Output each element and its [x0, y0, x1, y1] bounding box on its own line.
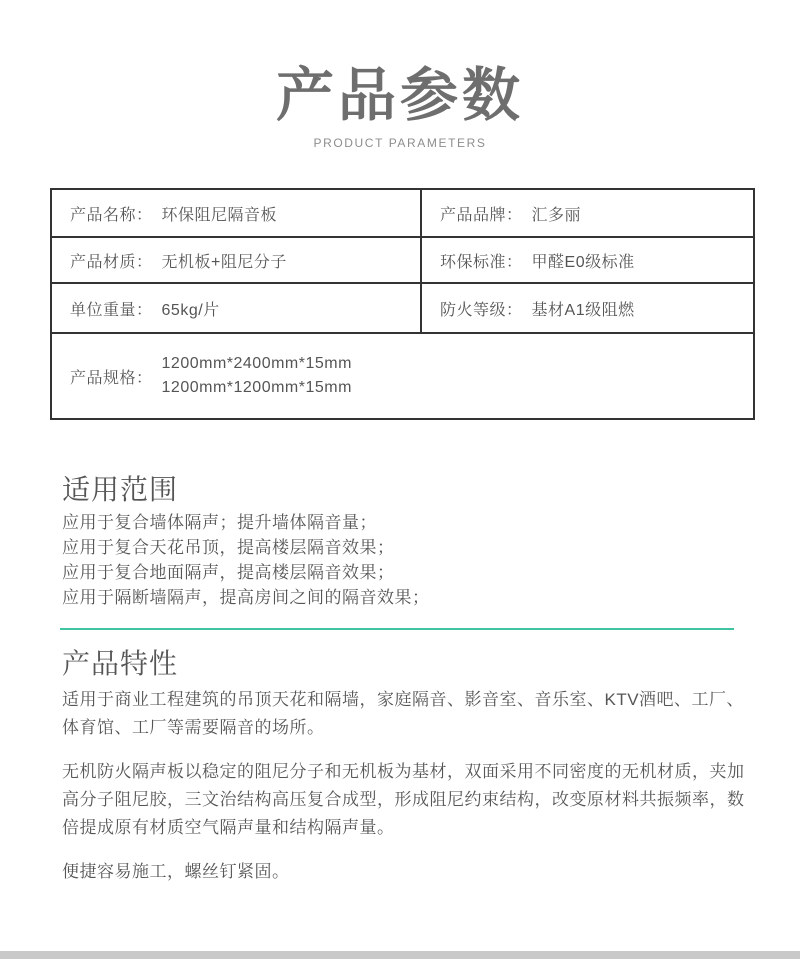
product-material-value: 无机板+阻尼分子 [161, 253, 287, 271]
cell-unit-weight [51, 283, 421, 333]
page-header [0, 60, 800, 150]
page-subtitle: PRODUCT PARAMETERS [313, 135, 487, 150]
unit-weight-value: 65kg/片 [161, 301, 220, 319]
product-name-value: 环保阻尼隔音板 [161, 206, 278, 224]
product-name-label: 产品名称： [70, 206, 153, 224]
cell-product-size [51, 333, 754, 419]
fire-rating-label: 防火等级： [440, 301, 523, 319]
scope-line: 应用于隔断墙隔声，提高房间之间的隔音效果； [62, 588, 430, 607]
page-title: 产品参数 [275, 63, 524, 128]
scope-line: 应用于复合地面隔声，提高楼层隔音效果； [62, 563, 395, 582]
table-row [51, 237, 754, 283]
scope-line: 应用于复合天花吊顶，提高楼层隔音效果； [62, 538, 395, 557]
features-section-heading: 产品特性 [62, 648, 179, 679]
product-brand-value: 汇多丽 [531, 206, 582, 224]
scope-section-body [62, 510, 430, 610]
scope-line: 应用于复合墙体隔声；提升墙体隔音量； [62, 513, 377, 532]
cell-product-name [51, 189, 421, 237]
features-paragraph: 便捷容易施工，螺丝钉紧固。 [62, 862, 290, 881]
cell-eco-standard [421, 237, 754, 283]
cell-product-material [51, 237, 421, 283]
eco-standard-label: 环保标准： [440, 253, 523, 271]
teal-divider-line [60, 628, 734, 630]
cell-product-brand [421, 189, 754, 237]
table-row [51, 283, 754, 333]
features-section-body [62, 686, 752, 886]
product-material-label: 产品材质： [70, 253, 153, 271]
cell-fire-rating [421, 283, 754, 333]
table-row [51, 333, 754, 419]
features-paragraph: 无机防火隔声板以稳定的阻尼分子和无机板为基材，双面采用不同密度的无机材质，夹加高分子阻尼胶，三文治结构高压复合成型，形成阻尼约束结构，改变原材料共振频率，数倍提成原有材质空气隔声量和结构隔声量。 [62, 762, 745, 837]
product-spec-table [50, 188, 755, 420]
footer-gray-bar [0, 951, 800, 959]
product-size-value-1: 1200mm*2400mm*15mm [161, 355, 352, 372]
product-brand-label: 产品品牌： [440, 206, 523, 224]
product-size-value-2: 1200mm*1200mm*15mm [161, 379, 352, 396]
features-paragraph: 适用于商业工程建筑的吊顶天花和隔墙，家庭隔音、影音室、音乐室、KTV酒吧、工厂、体育馆、工厂等需要隔音的场所。 [62, 690, 745, 737]
product-size-label: 产品规格： [70, 369, 153, 387]
scope-section-heading: 适用范围 [62, 474, 179, 505]
unit-weight-label: 单位重量： [70, 301, 153, 319]
fire-rating-value: 基材A1级阻燃 [531, 301, 635, 319]
eco-standard-value: 甲醛E0级标准 [531, 253, 635, 271]
table-row [51, 189, 754, 237]
